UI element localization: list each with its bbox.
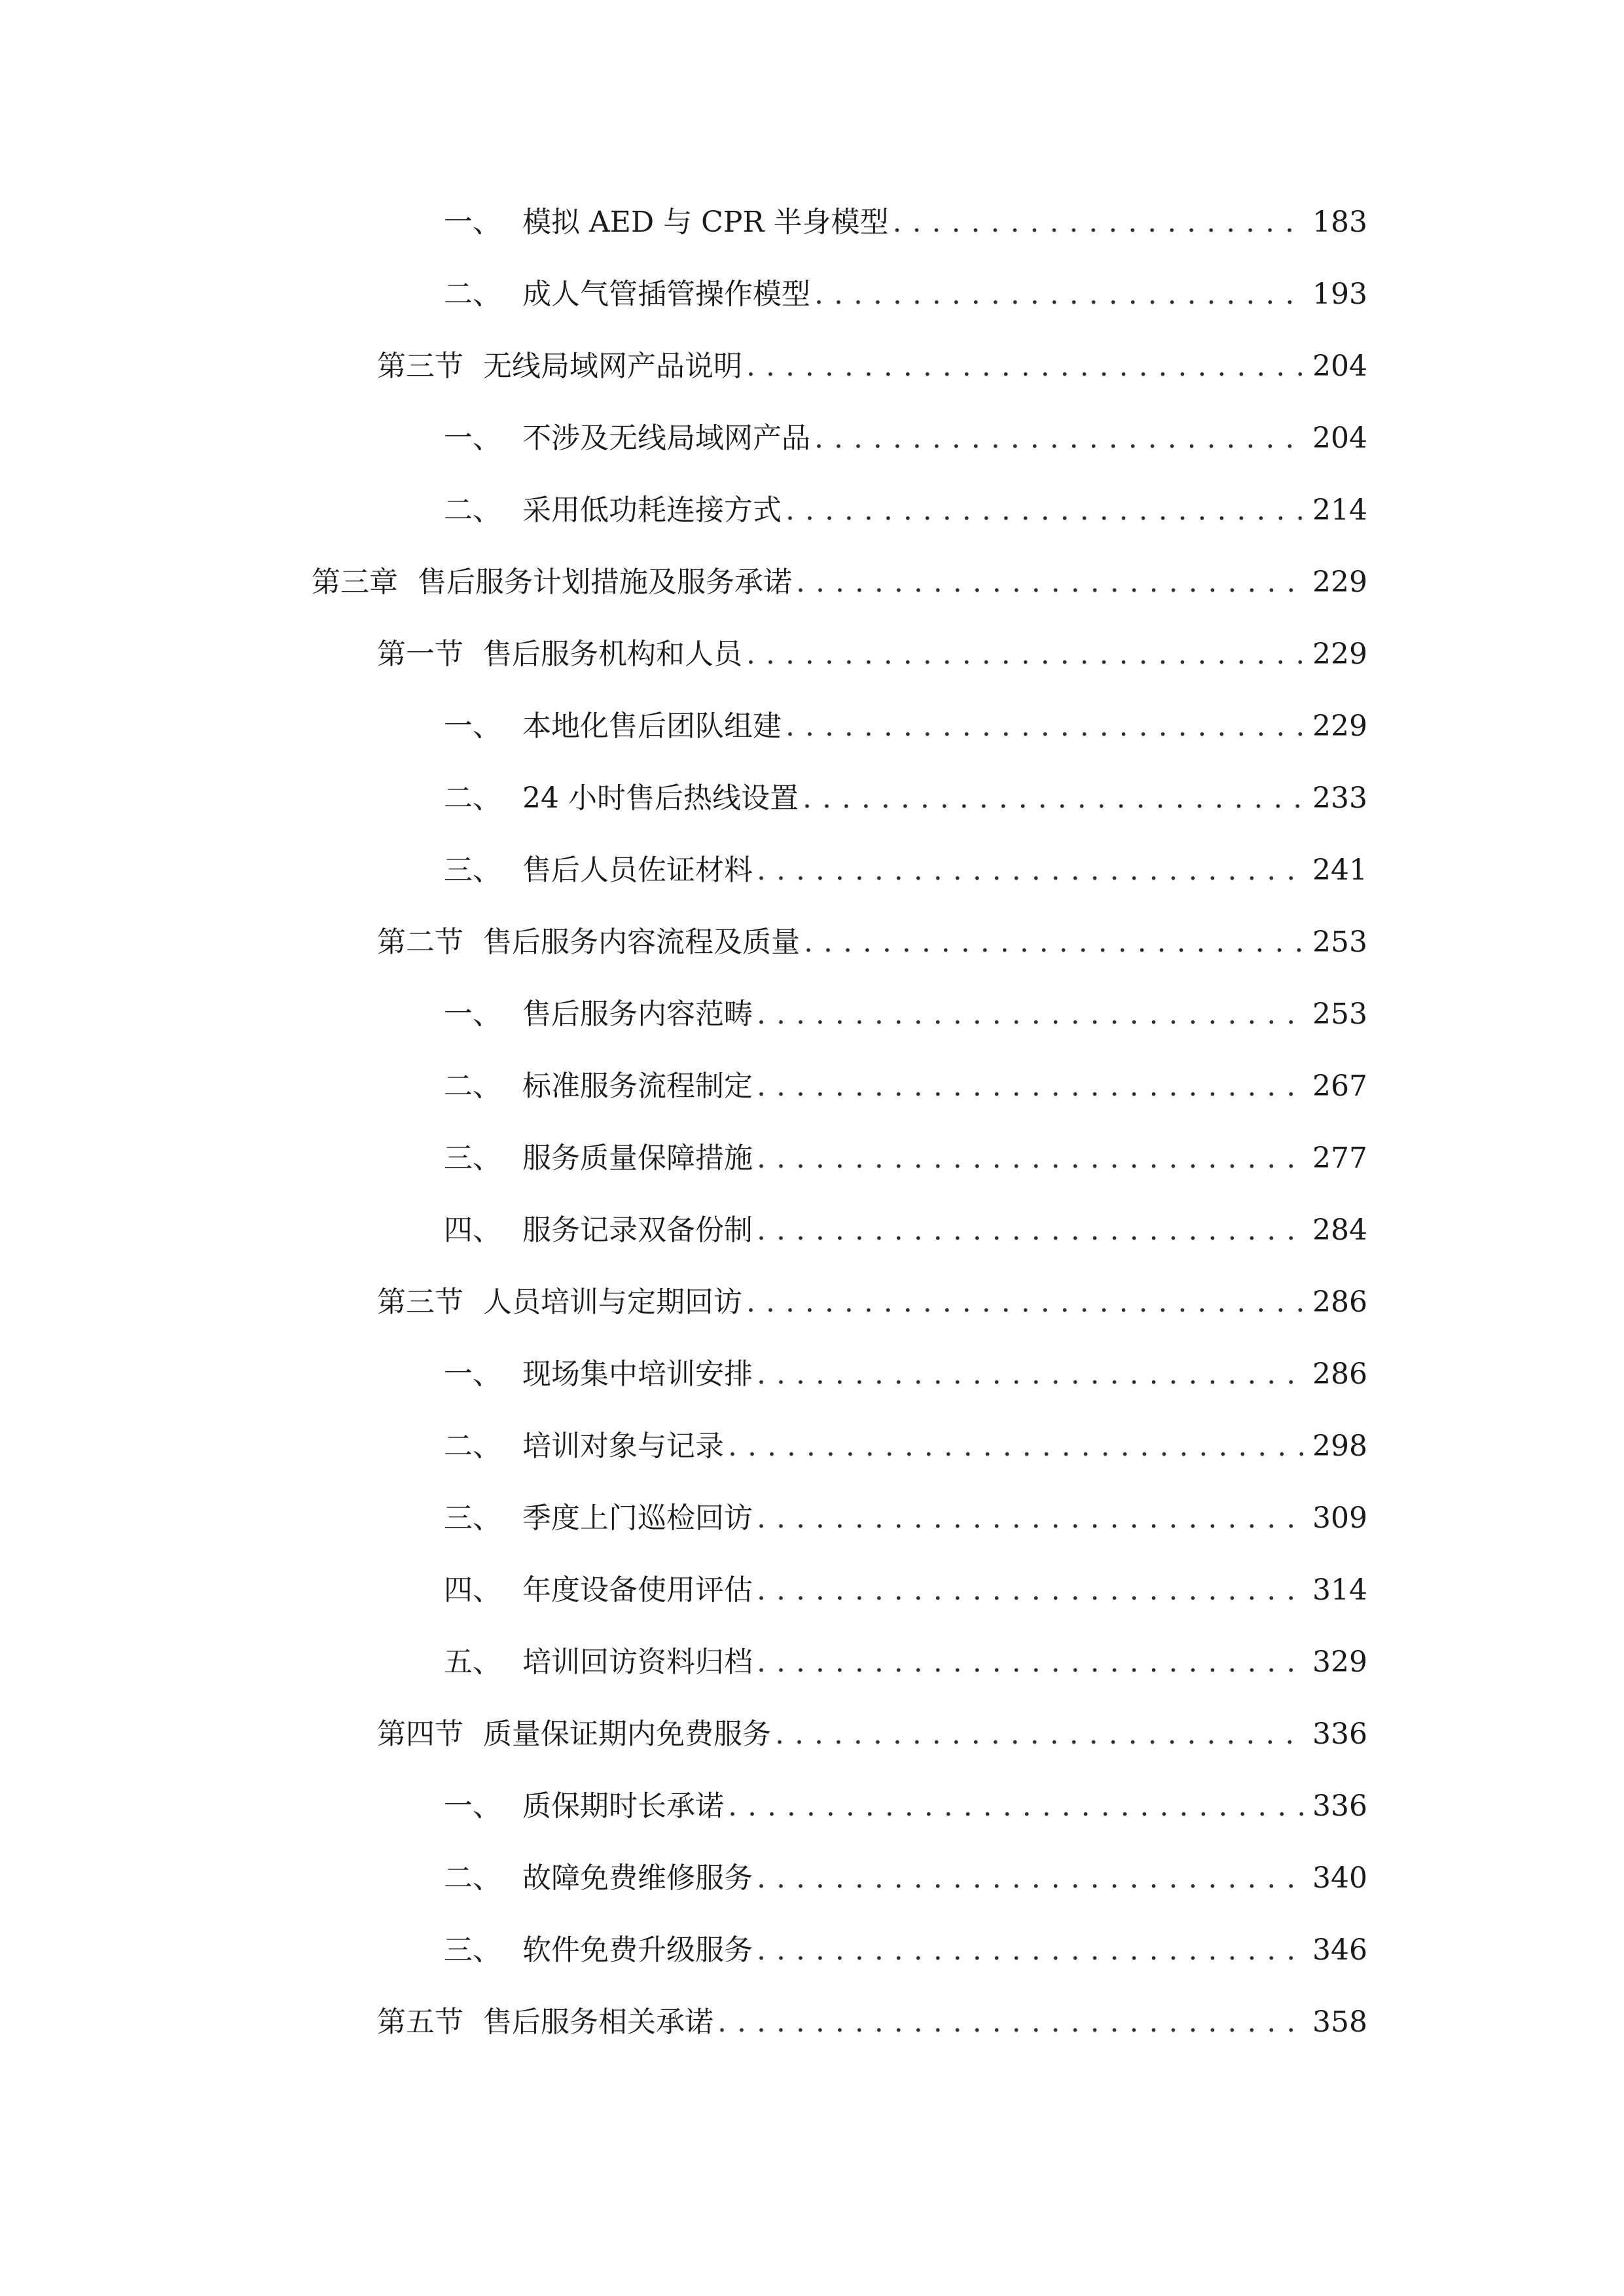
toc-entry-number: 五、 [444, 1645, 501, 1679]
toc-dot-leader [796, 556, 1306, 609]
toc-entry-number: 三、 [444, 1501, 501, 1535]
toc-entry-page: 309 [1312, 1501, 1367, 1535]
toc-dot-leader [757, 1492, 1306, 1545]
toc-entry-page: 229 [1312, 637, 1367, 671]
toc-dot-leader [757, 988, 1306, 1041]
toc-dot-leader [804, 916, 1306, 969]
toc-entry-title: 售后服务相关承诺 [483, 2005, 713, 2039]
toc-entry-title: 培训回访资料归档 [522, 1645, 753, 1679]
toc-entry[interactable] [444, 772, 1367, 825]
toc-entry-number: 第一节 [377, 637, 463, 671]
toc-entry-number: 二、 [444, 1069, 501, 1103]
toc-entry-page: 286 [1312, 1357, 1367, 1391]
toc-dot-leader [746, 1276, 1306, 1329]
toc-entry-page: 346 [1312, 1933, 1367, 1967]
toc-dot-leader [757, 1564, 1306, 1617]
toc-entry-title: 售后服务内容流程及质量 [483, 925, 800, 959]
toc-dot-leader [757, 844, 1306, 897]
toc-entry[interactable] [377, 1708, 1367, 1761]
toc-entry[interactable] [377, 628, 1367, 681]
toc-dot-leader [814, 268, 1306, 321]
toc-entry-title: 故障免费维修服务 [522, 1861, 753, 1895]
toc-entry-number: 四、 [444, 1213, 501, 1247]
toc-entry-page: 314 [1312, 1573, 1367, 1607]
toc-entry-page: 340 [1312, 1861, 1367, 1895]
toc-entry-number: 二、 [444, 493, 501, 527]
toc-entry-page: 241 [1312, 853, 1367, 887]
toc-entry-page: 229 [1312, 565, 1367, 599]
toc-entry-title: 不涉及无线局域网产品 [522, 422, 810, 455]
toc-entry-title: 售后服务内容范畴 [522, 997, 753, 1031]
toc-entry-number: 二、 [444, 781, 501, 815]
toc-entry-number: 第二节 [377, 925, 463, 959]
toc-entry-title: 质保期时长承诺 [522, 1789, 724, 1823]
toc-dot-leader [728, 1420, 1306, 1473]
toc-entry-page: 253 [1312, 997, 1367, 1031]
toc-entry-title: 成人气管插管操作模型 [522, 278, 810, 311]
toc-dot-leader [757, 1852, 1306, 1905]
toc-entry-number: 第四节 [377, 1717, 463, 1751]
toc-dot-leader [757, 1060, 1306, 1113]
toc-entry-page: 298 [1312, 1429, 1367, 1463]
toc-dot-leader [785, 700, 1306, 753]
toc-entry-title: 售后服务机构和人员 [483, 637, 742, 671]
toc-entry[interactable] [444, 1060, 1367, 1113]
toc-entry-page: 204 [1312, 350, 1367, 383]
toc-entry[interactable] [444, 412, 1367, 465]
toc-entry-number: 一、 [444, 1357, 501, 1391]
toc-entry-number: 一、 [444, 1789, 501, 1823]
toc-entry[interactable] [444, 268, 1367, 321]
toc-entry[interactable] [444, 1492, 1367, 1545]
toc-entry-title: 人员培训与定期回访 [483, 1285, 742, 1319]
toc-entry-page: 284 [1312, 1213, 1367, 1247]
toc-entry-title: 年度设备使用评估 [522, 1573, 753, 1607]
toc-entry[interactable] [444, 844, 1367, 897]
toc-entry[interactable] [444, 1132, 1367, 1185]
toc-entry-page: 229 [1312, 709, 1367, 743]
toc-entry-number: 一、 [444, 206, 501, 239]
toc-dot-leader [893, 196, 1306, 249]
toc-entry-title: 质量保证期内免费服务 [483, 1717, 771, 1751]
toc-dot-leader [746, 340, 1306, 393]
toc-dot-leader [757, 1924, 1306, 1977]
toc-entry-number: 一、 [444, 997, 501, 1031]
toc-dot-leader [775, 1708, 1306, 1761]
toc-entry[interactable] [444, 700, 1367, 753]
toc-entry-title: 24 小时售后热线设置 [522, 781, 799, 815]
toc-dot-leader [757, 1348, 1306, 1401]
toc-entry[interactable] [444, 1636, 1367, 1689]
toc-entry-number: 三、 [444, 1933, 501, 1967]
toc-entry[interactable] [444, 196, 1367, 249]
toc-entry[interactable] [444, 1564, 1367, 1617]
toc-entry-number: 三、 [444, 853, 501, 887]
toc-entry[interactable] [444, 1348, 1367, 1401]
toc-entry-number: 第三节 [377, 1285, 463, 1319]
toc-entry-number: 四、 [444, 1573, 501, 1607]
toc-entry-page: 336 [1312, 1717, 1367, 1751]
toc-entry[interactable] [377, 340, 1367, 393]
toc-entry-page: 336 [1312, 1789, 1367, 1823]
toc-entry-number: 一、 [444, 709, 501, 743]
toc-entry-page: 253 [1312, 925, 1367, 959]
toc-entry-title: 无线局域网产品说明 [483, 350, 742, 383]
toc-entry-number: 一、 [444, 422, 501, 455]
toc-dot-leader [757, 1132, 1306, 1185]
toc-entry-number: 第五节 [377, 2005, 463, 2039]
toc-entry[interactable] [444, 484, 1367, 537]
toc-entry-number: 二、 [444, 1861, 501, 1895]
toc-entry-page: 277 [1312, 1141, 1367, 1175]
toc-entry[interactable] [444, 1420, 1367, 1473]
toc-entry[interactable] [444, 1924, 1367, 1977]
toc-dot-leader [746, 628, 1306, 681]
toc-entry[interactable] [444, 1780, 1367, 1833]
toc-entry-title: 软件免费升级服务 [522, 1933, 753, 1967]
toc-entry[interactable] [377, 1996, 1367, 2049]
toc-entry-number: 三、 [444, 1141, 501, 1175]
toc-dot-leader [757, 1204, 1306, 1257]
toc-entry[interactable] [444, 988, 1367, 1041]
toc-entry[interactable] [377, 1276, 1367, 1329]
toc-entry-title: 采用低功耗连接方式 [522, 493, 782, 527]
toc-entry-number: 二、 [444, 278, 501, 311]
toc-entry-title: 服务质量保障措施 [522, 1141, 753, 1175]
toc-entry-page: 358 [1312, 2005, 1367, 2039]
toc-entry-number: 第三节 [377, 350, 463, 383]
toc-entry-number: 二、 [444, 1429, 501, 1463]
toc-dot-leader [757, 1636, 1306, 1689]
toc-entry-page: 267 [1312, 1069, 1367, 1103]
toc-dot-leader [803, 772, 1306, 825]
toc-entry-page: 329 [1312, 1645, 1367, 1679]
toc-entry[interactable] [312, 556, 1367, 609]
toc-entry-page: 183 [1312, 206, 1367, 239]
toc-entry-number: 第三章 [312, 565, 398, 599]
toc-entry-page: 193 [1312, 278, 1367, 311]
toc-entry-title: 现场集中培训安排 [522, 1357, 753, 1391]
toc-entry[interactable] [377, 916, 1367, 969]
toc-entry-title: 季度上门巡检回访 [522, 1501, 753, 1535]
toc-entry-title: 培训对象与记录 [522, 1429, 724, 1463]
toc-entry-title: 标准服务流程制定 [522, 1069, 753, 1103]
toc-dot-leader [717, 1996, 1306, 2049]
toc-entry[interactable] [444, 1852, 1367, 1905]
toc-dot-leader [814, 412, 1306, 465]
toc-entry-page: 286 [1312, 1285, 1367, 1319]
toc-entry-title: 售后服务计划措施及服务承诺 [418, 565, 792, 599]
toc-entry-title: 服务记录双备份制 [522, 1213, 753, 1247]
toc-dot-leader [785, 484, 1306, 537]
toc-dot-leader [728, 1780, 1306, 1833]
toc-entry[interactable] [444, 1204, 1367, 1257]
toc-entry-page: 204 [1312, 422, 1367, 455]
toc-entry-page: 214 [1312, 493, 1367, 527]
toc-entry-title: 模拟 AED 与 CPR 半身模型 [522, 206, 889, 239]
toc-entry-title: 本地化售后团队组建 [522, 709, 782, 743]
toc-entry-page: 233 [1312, 781, 1367, 815]
toc-entry-title: 售后人员佐证材料 [522, 853, 753, 887]
